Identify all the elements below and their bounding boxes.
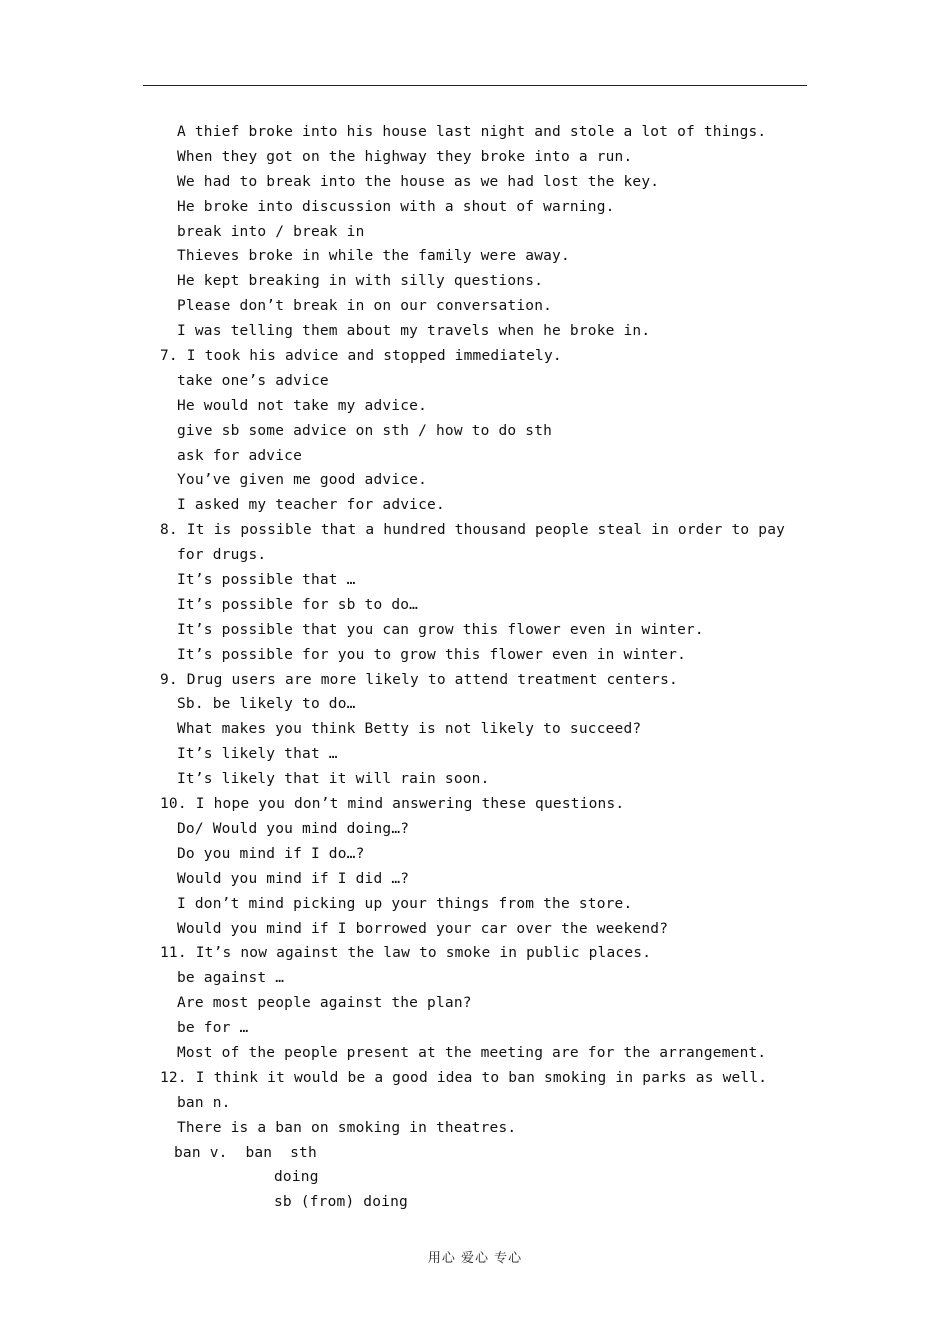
text-line: I asked my teacher for advice. [177, 497, 445, 514]
text-line: 10. I hope you don’t mind answering these questions. [160, 796, 625, 813]
text-line: Are most people against the plan? [177, 995, 472, 1012]
text-line: I was telling them about my travels when he broke in. [177, 323, 651, 340]
header-rule [143, 85, 807, 86]
text-line: Do you mind if I do…? [177, 845, 365, 862]
text-line: I don’t mind picking up your things from the store. [177, 895, 633, 912]
text-line: He would not take my advice. [177, 397, 428, 414]
text-line: It’s possible for sb to do… [177, 596, 419, 613]
text-line: Most of the people present at the meeting are for the arrangement. [177, 1044, 767, 1061]
text-line: We had to break into the house as we had lost the key. [177, 173, 660, 190]
text-line: Would you mind if I borrowed your car over the weekend? [177, 920, 669, 937]
text-line: When they got on the highway they broke into a run. [177, 148, 633, 165]
text-line: Do/ Would you mind doing…? [177, 820, 410, 837]
text-line: What makes you think Betty is not likely to succeed? [177, 721, 642, 738]
text-line: 12. I think it would be a good idea to ban smoking in parks as well. [160, 1069, 768, 1086]
text-line: Would you mind if I did …? [177, 870, 410, 887]
text-line: There is a ban on smoking in theatres. [177, 1119, 517, 1136]
document-body [160, 120, 800, 1215]
text-line: It’s possible that you can grow this flower even in winter. [177, 621, 704, 638]
text-line: be for … [177, 1020, 249, 1037]
text-line: 7. I took his advice and stopped immediately. [160, 348, 562, 365]
text-line: break into / break in [177, 223, 365, 240]
text-line: Sb. be likely to do… [177, 696, 356, 713]
text-line: It’s possible that … [177, 572, 356, 589]
text-line: for drugs. [177, 547, 267, 564]
page-footer: 用心 爱心 专心 [427, 1251, 523, 1266]
text-line: 11. It’s now against the law to smoke in public places. [160, 945, 652, 962]
text-line: give sb some advice on sth / how to do sth [177, 422, 553, 439]
text-line: be against … [177, 970, 285, 987]
text-line: It’s likely that … [177, 746, 338, 763]
text-line: It’s possible for you to grow this flower even in winter. [177, 646, 686, 663]
text-line: 9. Drug users are more likely to attend treatment centers. [160, 671, 678, 688]
text-line: You’ve given me good advice. [177, 472, 428, 489]
text-line: Please don’t break in on our conversation. [177, 298, 553, 315]
text-line: Thieves broke in while the family were away. [177, 248, 570, 265]
text-line: He broke into discussion with a shout of warning. [177, 198, 615, 215]
text-line: ban n. [177, 1094, 231, 1111]
text-line: ban v. ban sth [174, 1144, 317, 1161]
text-line: sb (from) doing [274, 1194, 408, 1211]
text-line: 8. It is possible that a hundred thousand people steal in order to pay [160, 522, 786, 539]
text-line: A thief broke into his house last night and stole a lot of things. [177, 124, 767, 140]
text-line: It’s likely that it will rain soon. [177, 771, 490, 788]
text-line: doing [274, 1169, 319, 1186]
text-line: He kept breaking in with silly questions. [177, 273, 544, 290]
text-line: take one’s advice [177, 372, 329, 389]
text-line: ask for advice [177, 447, 303, 464]
